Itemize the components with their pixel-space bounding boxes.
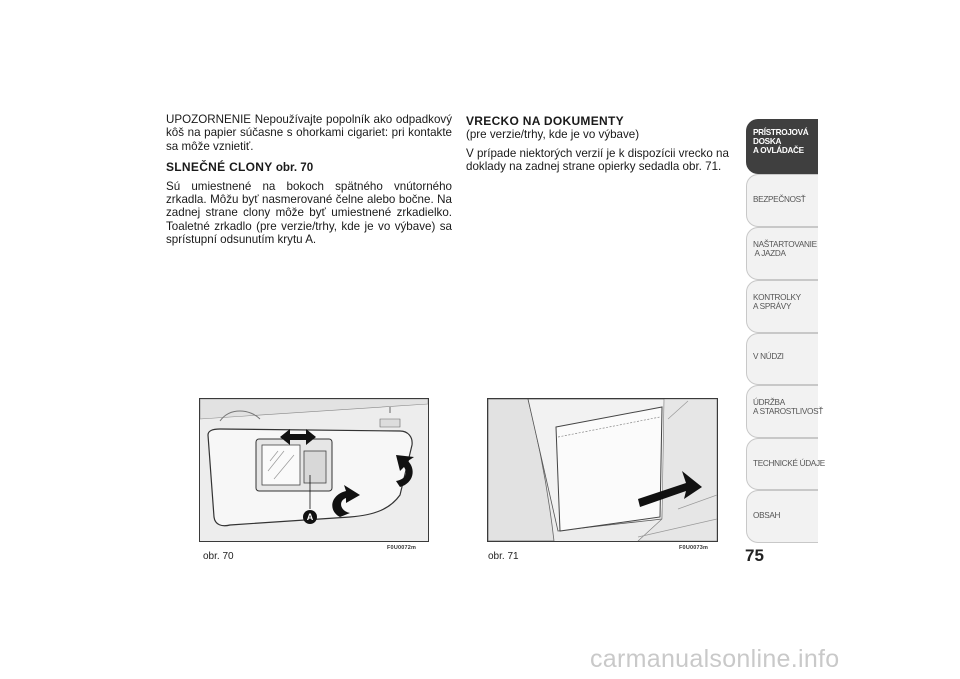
tab-label: PRÍSTROJOVÁ DOSKA A OVLÁDAČE	[753, 128, 809, 155]
tab-obsah[interactable]	[746, 490, 818, 543]
callout-a-label: A	[306, 512, 314, 522]
section-heading-sun-visors	[166, 161, 452, 174]
page-number: 75	[745, 546, 764, 565]
figure-70-code: F0U0072m	[387, 545, 417, 551]
watermark: carmanualsonline.info	[590, 645, 840, 673]
sun-visors-body: Sú umiestnené na bokoch spätného vnútorného zrkadla. Môžu byť nasmerované čelne alebo bočne. Na zadnej strane clony môže byť umiestnené zrkadielko. Toaletné zrkadlo (pre verzie/trhy, kde je vo výbave) sa sprístupní odsunutím krytu A.	[166, 179, 452, 247]
document-pocket-body: V prípade niektorých verzií je k dispozícii vrecko na doklady na zadnej strane opierky sedadla obr. 71.	[466, 146, 729, 174]
tab-v-nudzi[interactable]	[746, 333, 818, 385]
tab-label: V NÚDZI	[753, 352, 784, 361]
section-heading-document-pocket: VRECKO NA DOKUMENTY	[466, 114, 624, 128]
document-pocket-subheading: (pre verzie/trhy, kde je vo výbave)	[466, 128, 640, 142]
figure-71-code: F0U0073m	[679, 545, 709, 551]
document-pocket-illustration	[488, 399, 717, 541]
tab-label: ÚDRŽBA A STAROSTLIVOSŤ	[753, 398, 823, 416]
sun-visor-illustration	[200, 399, 428, 541]
tab-label: BEZPEČNOSŤ	[753, 195, 806, 204]
tab-label: TECHNICKÉ ÚDAJE	[753, 459, 825, 468]
tab-bezpecnost[interactable]	[746, 174, 818, 227]
figure-70-caption: obr. 70	[203, 551, 234, 562]
figure-document-pocket	[487, 398, 718, 542]
tab-label: OBSAH	[753, 511, 781, 520]
left-text-column	[166, 113, 452, 247]
tab-pristrojova-doska[interactable]	[746, 119, 818, 174]
figure-71-caption: obr. 71	[488, 551, 519, 562]
tab-label: KONTROLKY A SPRÁVY	[753, 293, 801, 311]
figure-sun-visor	[199, 398, 429, 542]
heading-figure-ref: obr. 70	[275, 161, 314, 175]
tab-nastartovanie[interactable]	[746, 227, 818, 280]
tab-udrzba[interactable]	[746, 385, 823, 438]
warning-paragraph: UPOZORNENIE Nepoužívajte popolník ako odpadkový kôš na papier súčasne s ohorkami cigariet: pri kontakte sa môže vznietiť.	[166, 113, 452, 153]
tab-technicke-udaje[interactable]	[746, 438, 825, 490]
heading-text: SLNEČNÉ CLONY	[166, 160, 273, 175]
tab-kontrolky[interactable]	[746, 280, 818, 333]
right-text-column	[466, 115, 746, 174]
tab-label: NAŠTARTOVANIE A JAZDA	[753, 240, 817, 258]
